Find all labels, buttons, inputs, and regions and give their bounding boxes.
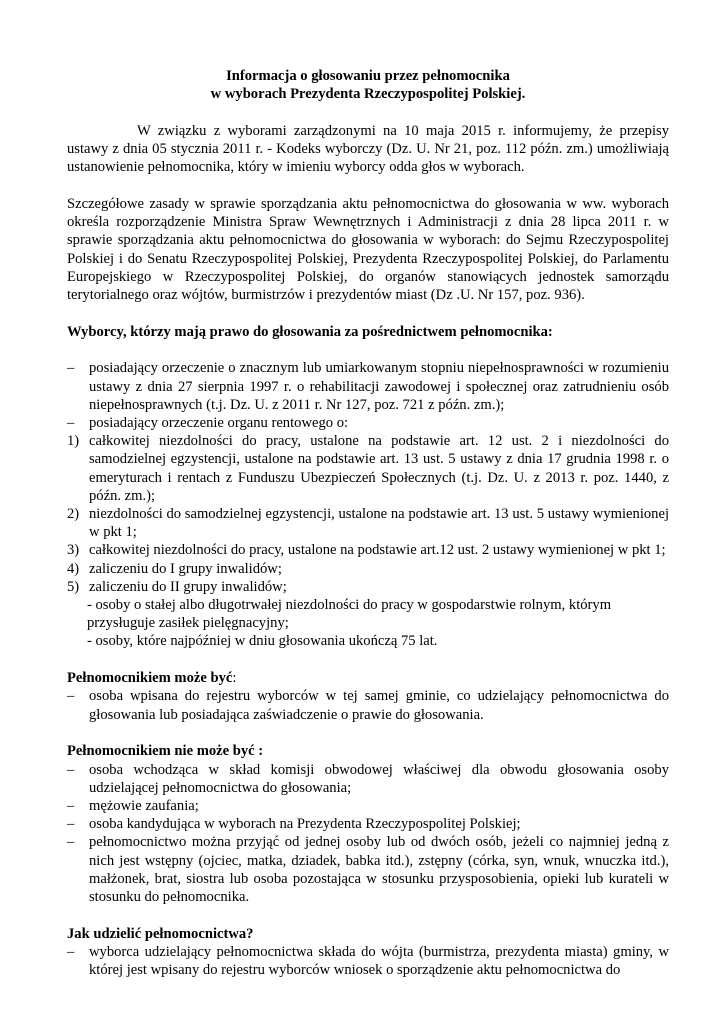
list-item: – pełnomocnictwo można przyjąć od jednej osoby lub od dwóch osób, jeżeli co najmniej jedną z nich jest wstępny (ojciec, matka, dziadek, babka itd.), zstępny (córka, syn, wnuk, wnuczka itd.), małżonek, brat, siostra lub osoba pozostająca w stosunku przysposobienia, opieki lub kurateli w stosunku do pełnomocnika. — [67, 833, 669, 906]
list-item: - osoby, które najpóźniej w dniu głosowania ukończą 75 lat. — [87, 633, 438, 650]
title-line-2: w wyborach Prezydenta Rzeczypospolitej Polskiej. — [210, 86, 526, 103]
list-item: – osoba wpisana do rejestru wyborców w tej samej gminie, co udzielający pełnomocnictwa do głosowania lub posiadająca zaświadczenie o prawie do głosowania. — [67, 687, 669, 723]
list-item — [67, 432, 669, 505]
list-item: – wyborca udzielający pełnomocnictwa składa do wójta (burmistrza, prezydenta miasta) gminy, w której jest wpisany do rejestru wyborców wniosek o sporządzenie aktu pełnomocnictwa do — [67, 943, 669, 979]
eligible-voters-heading: Wyborcy, którzy mają prawo do głosowania za pośrednictwem pełnomocnika: — [67, 323, 553, 340]
eligible-voters-list — [67, 359, 669, 432]
list-item — [67, 578, 669, 596]
list-item: – osoba wchodząca w skład komisji obwodowej właściwej dla obwodu głosowania osoby udzielającej pełnomocnictwa do głosowania; — [67, 761, 669, 797]
list-item: – mężowie zaufania; — [67, 797, 669, 815]
item-text: całkowitej niezdolności do pracy, ustalone na podstawie art.12 ust. 2 ustawy wymienionej w pkt 1; — [89, 542, 666, 559]
list-item: - osoby o stałej albo długotrwałej niezdolności do pracy w gospodarstwie rolnym, którym przysługuje zasiłek pielęgnacyjny; — [87, 597, 612, 632]
list-item: – osoba kandydująca w wyborach na Prezydenta Rzeczypospolitej Polskiej; — [67, 815, 669, 833]
item-number: 5) — [67, 578, 80, 595]
heading-colon: : — [232, 670, 237, 687]
proxy-can-be-heading — [67, 669, 669, 687]
title-line-1: Informacja o głosowaniu przez pełnomocnika — [226, 68, 510, 84]
how-to-grant-list — [67, 943, 669, 979]
item-text: całkowitej niezdolności do pracy, ustalone na podstawie art. 12 ust. 2 i niezdolności do samodzielnej egzystencji, ustalone na podstawie art. 13 ust. 5 ustawy z dnia 17 grudnia 1998 r. o emeryturach i rentach z Funduszu Ubezpieczeń Społecznych (t.j. Dz. U. z 2013 r. poz. 1440, z późn. zm.); — [89, 433, 669, 504]
pension-orders-list — [67, 432, 669, 596]
item-text: zaliczeniu do II grupy inwalidów; — [89, 578, 287, 595]
how-to-grant-heading: Jak udzielić pełnomocnictwa? — [67, 925, 254, 942]
proxy-cannot-be-heading: Pełnomocnikiem nie może być : — [67, 743, 264, 760]
list-item — [67, 505, 669, 541]
item-text: niezdolności do samodzielnej egzystencji, ustalone na podstawie art. 13 ust. 5 ustawy wymienionej w pkt 1; — [89, 506, 669, 541]
intro-paragraph: W związku z wyborami zarządzonymi na 10 maja 2015 r. informujemy, że przepisy ustawy z dnia 05 stycznia 2011 r. - Kodeks wyborczy (Dz. U. Nr 21, poz. 112 późn. zm.) umożliwiają ustanowienie pełnomocnika, który w imieniu wyborcy odda głos w wyborach. — [67, 122, 669, 176]
list-item — [67, 560, 669, 578]
item-number: 4) — [67, 560, 80, 577]
item-number: 2) — [67, 506, 80, 523]
list-item: – posiadający orzeczenie organu rentowego o: — [67, 414, 669, 432]
details-paragraph: Szczegółowe zasady w sprawie sporządzania aktu pełnomocnictwa do głosowania w ww. wyborach określa rozporządzenie Ministra Spraw Wewnętrznych i Administracji z dnia 28 lipca 2011 r. w sprawie sporządzania aktu pełnomocnictwa do głosowania w wyborach: do Sejmu Rzeczypospolitej Polskiej i do Senatu Rzeczypospolitej Polskiej, Prezydenta Rzeczypospolitej Polskiej, do Parlamentu Europejskiego w Rzeczypospolitej Polskiej, do organów stanowiących jednostek samorządu terytorialnego oraz wójtów, burmistrzów i prezydentów miast (Dz .U. Nr 157, poz. 936). — [67, 196, 669, 304]
heading-text: Pełnomocnikiem może być — [67, 670, 233, 687]
proxy-cannot-be-list — [67, 761, 669, 907]
item-number: 3) — [67, 542, 80, 559]
item-text: zaliczeniu do I grupy inwalidów; — [89, 560, 282, 577]
item-number: 1) — [67, 433, 80, 450]
proxy-can-be-list — [67, 687, 669, 723]
list-item: – posiadający orzeczenie o znacznym lub umiarkowanym stopniu niepełnosprawności w rozumieniu ustawy z dnia 27 sierpnia 1997 r. o rehabilitacji zawodowej i społecznej oraz zatrudnieniu osób niepełnosprawnych (t.j. Dz. U. z 2011 r. Nr 127, poz. 721 z późn. zm.); — [67, 359, 669, 414]
list-item — [67, 541, 669, 559]
additional-eligible-list — [67, 596, 669, 651]
